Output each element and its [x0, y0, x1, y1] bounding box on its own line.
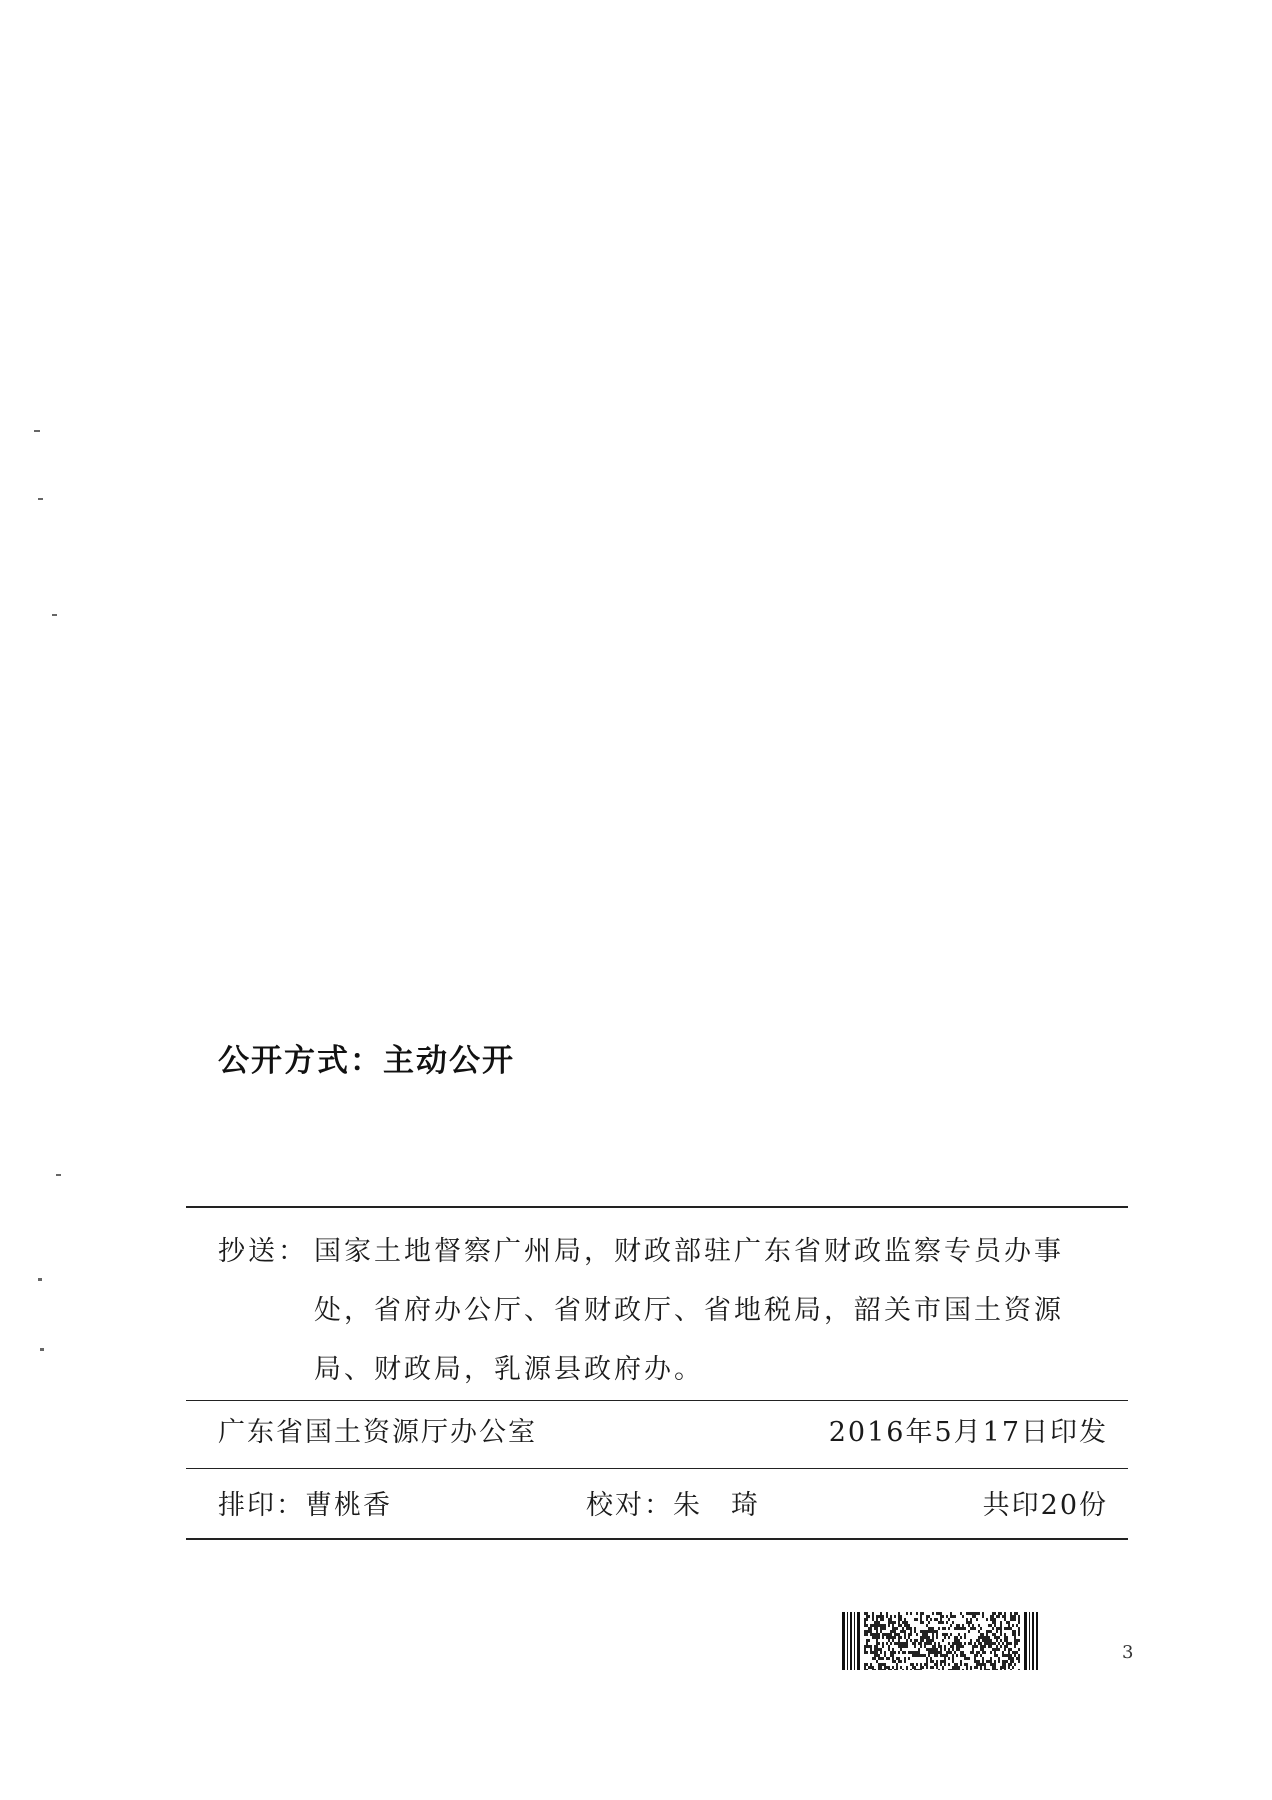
proofreader: 校对：朱 琦: [586, 1490, 760, 1521]
bottom-divider: [186, 1538, 1128, 1540]
scan-speck: [56, 1174, 61, 1176]
issuance-row: [218, 1408, 1108, 1458]
distribution-label: 抄送：: [218, 1236, 308, 1267]
disclosure-method: [218, 1035, 515, 1080]
distribution-line: [218, 1222, 1118, 1281]
issuing-office: 广东省国土资源厅办公室: [218, 1417, 537, 1448]
distribution-text: 国家土地督察广州局，财政部驻广东省财政监察专员办事: [314, 1236, 1064, 1267]
scan-speck: [38, 498, 43, 500]
copy-count: 共印20份: [982, 1490, 1108, 1521]
printing-row: [218, 1478, 1108, 1534]
distribution-line: [218, 1340, 1118, 1399]
distribution-text: 局、财政局，乳源县政府办。: [314, 1354, 704, 1385]
lower-divider: [186, 1468, 1128, 1469]
typesetter: 排印：曹桃香: [218, 1490, 392, 1521]
scan-speck: [40, 1348, 44, 1351]
distribution-line: [218, 1281, 1118, 1340]
distribution-text: 处，省府办公厅、省财政厅、省地税局，韶关市国土资源: [314, 1295, 1064, 1326]
pdf417-barcode: [842, 1612, 1038, 1670]
disclosure-label: 公开方式：: [218, 1043, 383, 1079]
issue-date: 2016年5月17日印发: [828, 1417, 1108, 1448]
scan-speck: [34, 430, 40, 432]
distribution-block: [218, 1222, 1118, 1399]
disclosure-value: 主动公开: [383, 1043, 515, 1079]
scan-speck: [52, 614, 57, 616]
scan-speck: [38, 1278, 42, 1281]
middle-divider: [186, 1400, 1128, 1401]
page-number: 3: [1122, 1642, 1134, 1663]
top-divider: [186, 1206, 1128, 1208]
